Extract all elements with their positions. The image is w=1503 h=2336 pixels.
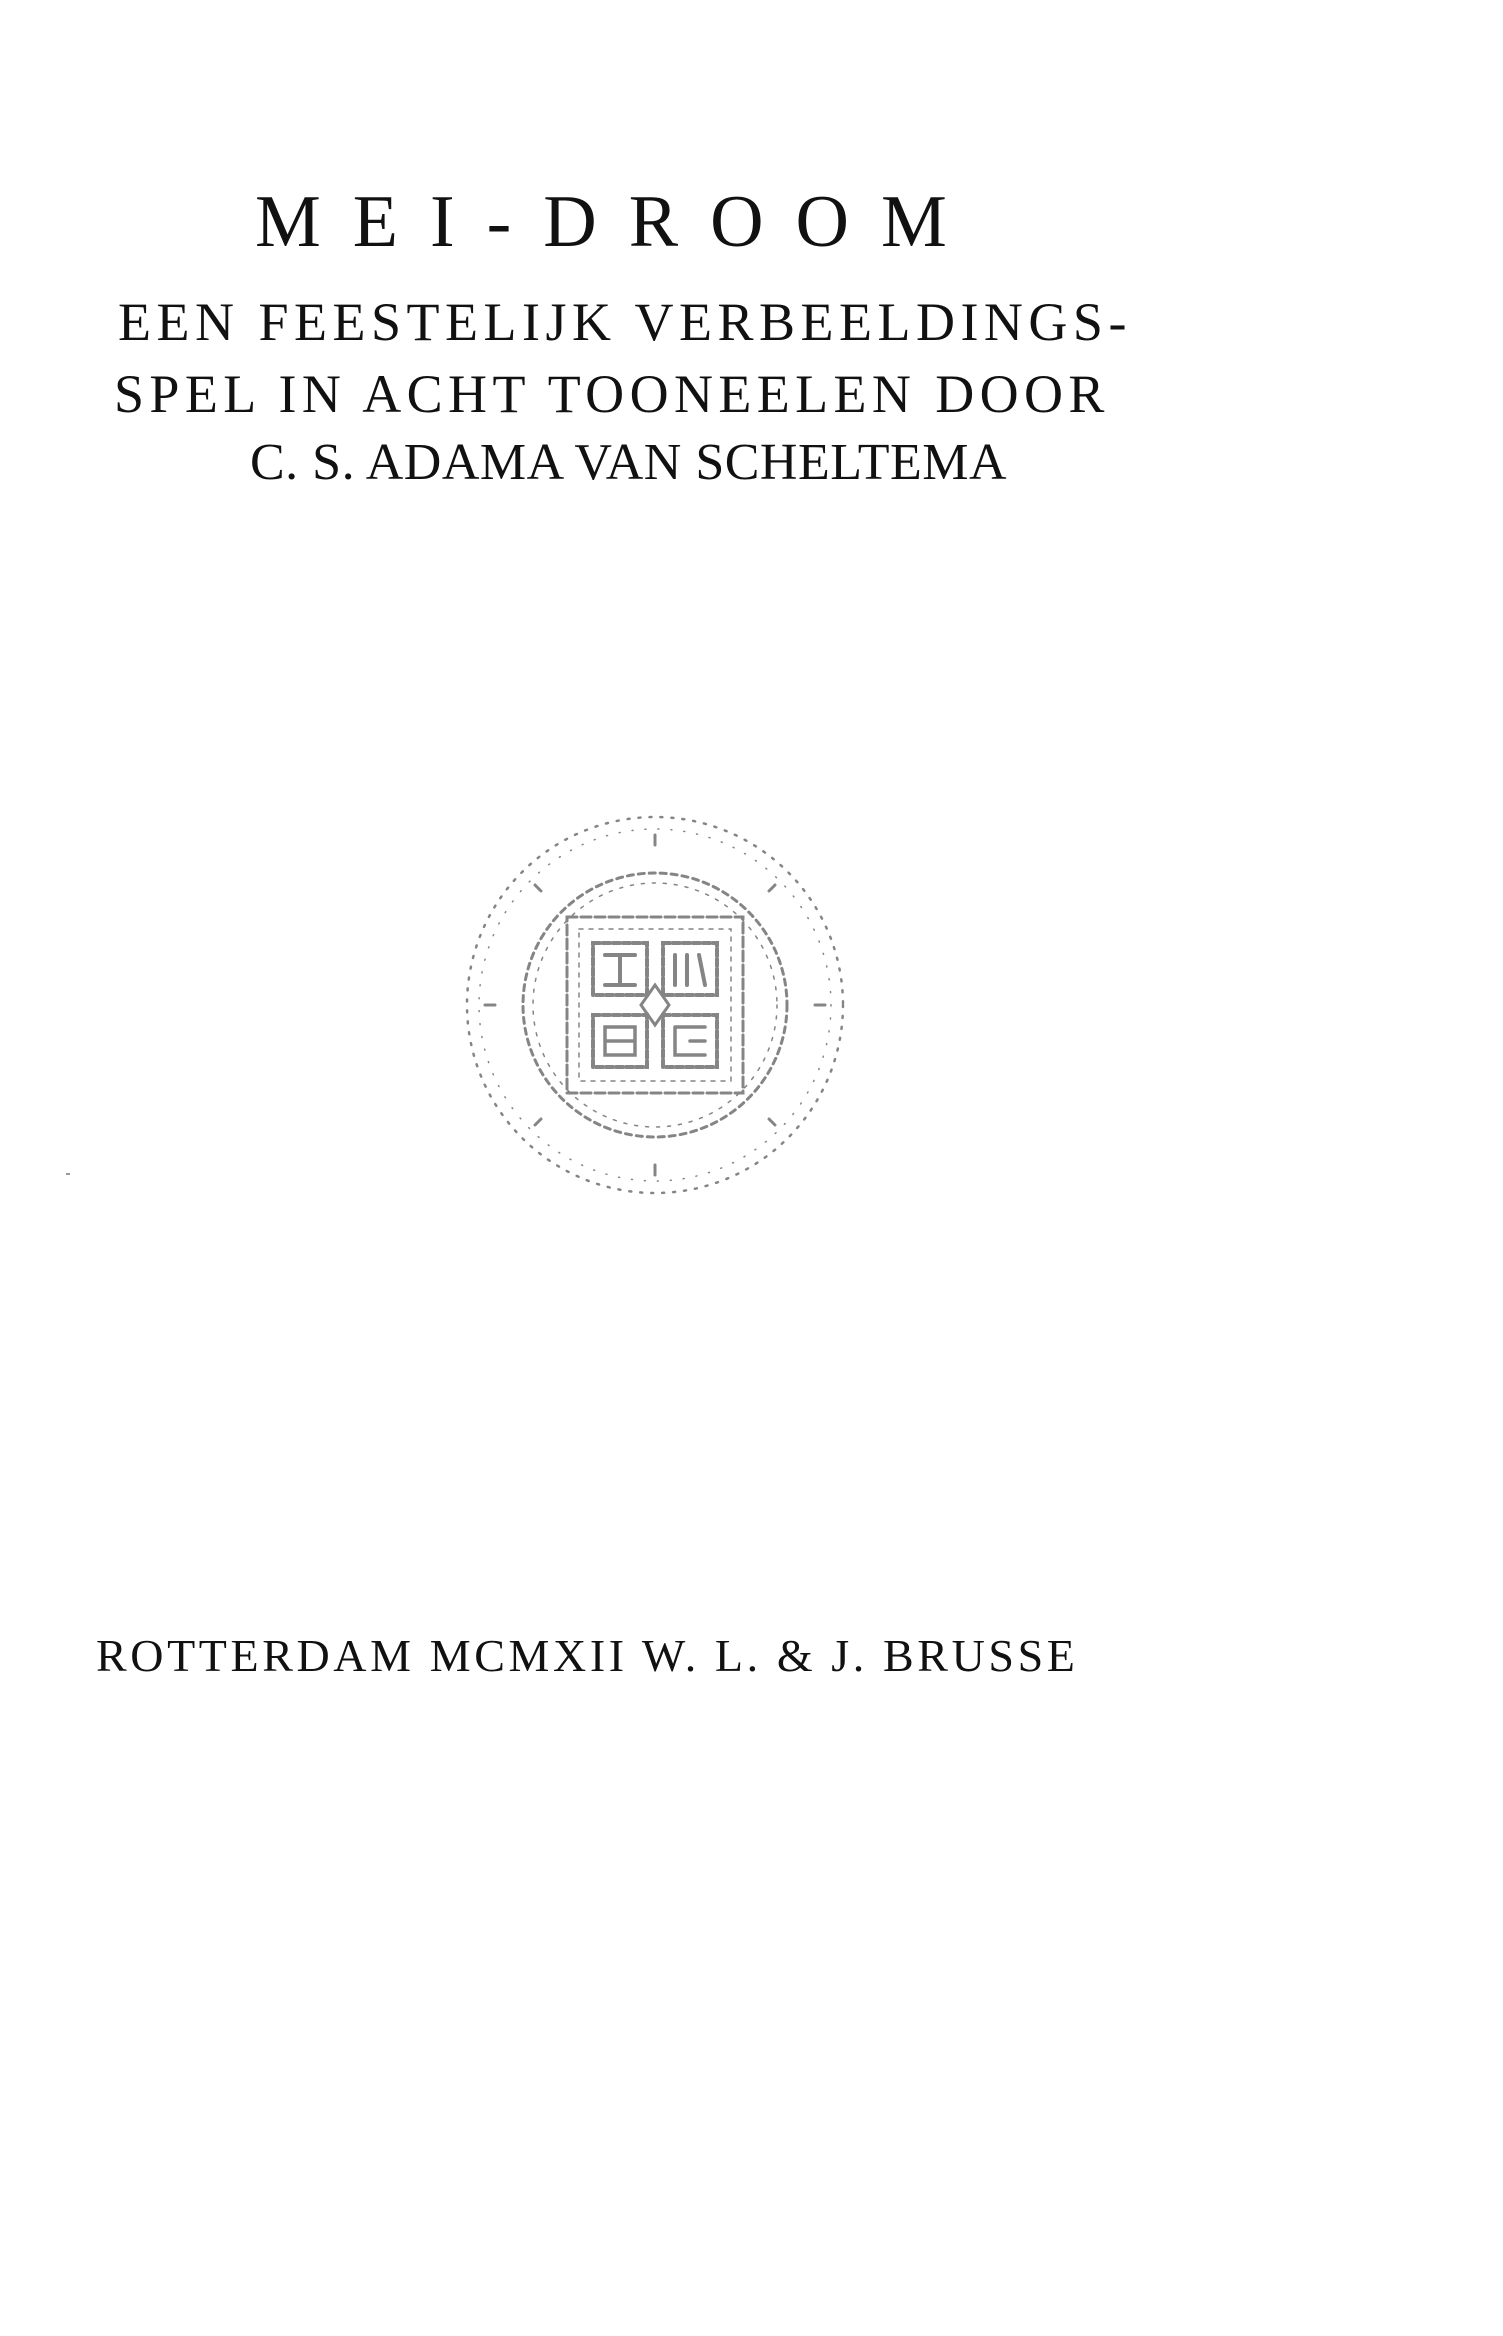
paper-speck <box>66 1173 70 1175</box>
book-title: MEI-DROOM <box>255 181 979 263</box>
subtitle-line-2: SPEL IN ACHT TOONEELEN DOOR <box>114 364 1110 424</box>
subtitle-line-1: EEN FEESTELIJK VERBEELDINGS- <box>118 292 1132 352</box>
library-stamp-icon <box>455 805 855 1205</box>
author-name: C. S. ADAMA VAN SCHELTEMA <box>250 434 1008 491</box>
publisher-imprint: ROTTERDAM MCMXII W. L. & J. BRUSSE <box>96 1630 1079 1681</box>
